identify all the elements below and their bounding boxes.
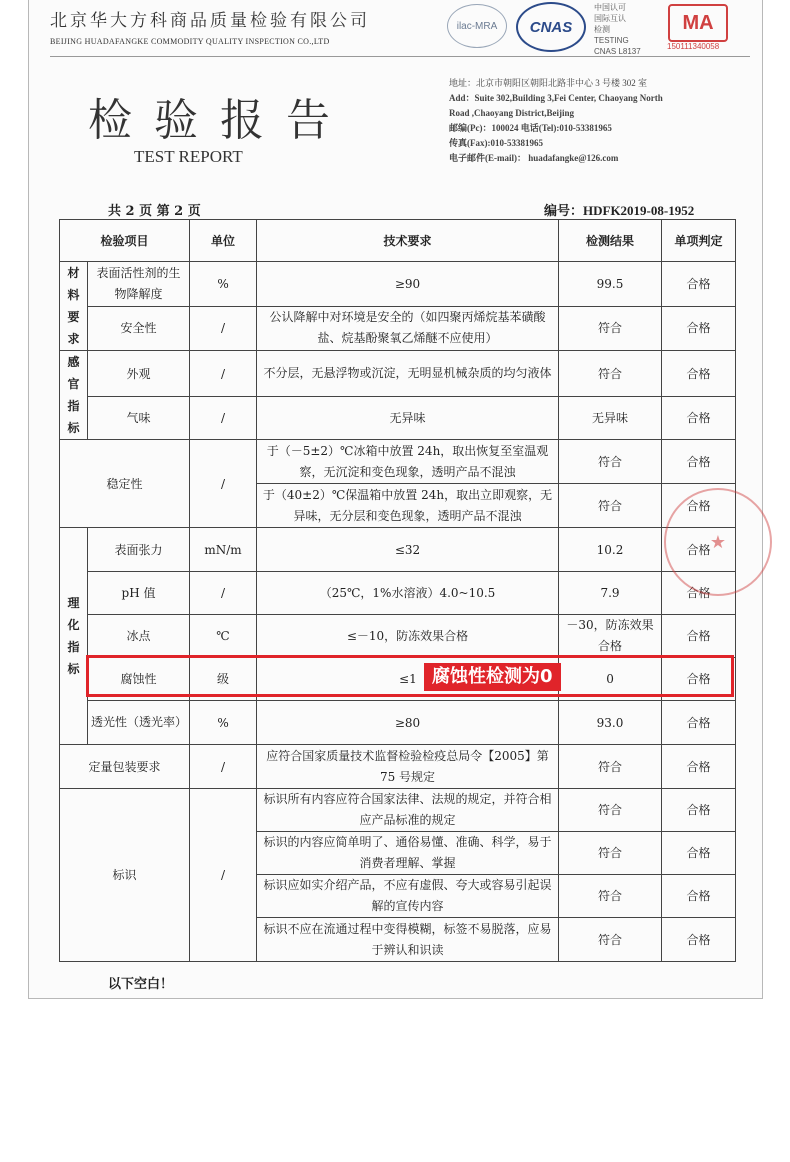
result-cell: 99.5 (559, 262, 662, 307)
requirement-cell: 于（40±2）℃保温箱中放置 24h，取出立即观察，无异味，无分层和变色现象，透明产品不混浊 (257, 484, 559, 528)
result-cell: 93.0 (559, 701, 662, 745)
cnas-accreditation-text (594, 2, 641, 57)
item-name: 定量包装要求 (60, 745, 190, 789)
verdict-cell: 合格 (662, 745, 736, 789)
cnas-line: TESTING (594, 36, 629, 45)
requirement-cell: 标识应如实介绍产品，不应有虚假、夸大或容易引起误解的宣传内容 (257, 875, 559, 918)
unit-cell: / (190, 351, 257, 397)
item-name: 冰点 (88, 615, 190, 658)
verdict-cell: 合格 (662, 658, 736, 701)
cma-logo-text: MA (682, 11, 714, 34)
result-cell: 符合 (559, 745, 662, 789)
item-name: 稳定性 (60, 440, 190, 528)
verdict-cell: 合格 (662, 615, 736, 658)
table-row (60, 351, 736, 397)
verdict-cell: 合格 (662, 832, 736, 875)
requirement-cell: 应符合国家质量技术监督检验检疫总局令【2005】第 75 号规定 (257, 745, 559, 789)
result-cell: 10.2 (559, 528, 662, 572)
group-material (60, 262, 88, 351)
lab-address (449, 76, 749, 166)
col-header-requirement: 技术要求 (257, 220, 559, 262)
group-label: 材 料 要 求 (67, 266, 80, 346)
ilac-logo-icon (447, 4, 507, 48)
group-physchem (60, 528, 88, 745)
address-line: Add：Suite 302,Building 3,Fei Center, Chaoyang North (449, 93, 663, 103)
verdict-cell: 合格 (662, 397, 736, 440)
requirement-cell: ≥80 (257, 701, 559, 745)
verdict-cell: 合格 (662, 918, 736, 962)
result-cell: 无异味 (559, 397, 662, 440)
item-name: 表面活性剂的生物降解度 (88, 262, 190, 307)
table-row (60, 572, 736, 615)
corrosion-highlight-box (86, 655, 734, 697)
item-name: pH 值 (88, 572, 190, 615)
unit-cell: mN/m (190, 528, 257, 572)
address-line: Road ,Chaoyang District,Beijing (449, 108, 575, 118)
unit-cell: / (190, 572, 257, 615)
table-row (60, 528, 736, 572)
cma-number: 150111340058 (667, 42, 720, 51)
report-title-cn: 检验报告 (88, 95, 352, 146)
requirement-cell: ≤1 (257, 658, 559, 701)
unit-cell: / (190, 397, 257, 440)
item-name: 外观 (88, 351, 190, 397)
verdict-cell: 合格 (662, 262, 736, 307)
requirement-cell: 标识所有内容应符合国家法律、法规的规定，并符合相应产品标准的规定 (257, 789, 559, 832)
result-cell: 符合 (559, 918, 662, 962)
address-line: 电子邮件(E-mail)： huadafangke@126.com (449, 153, 619, 163)
item-name: 安全性 (88, 306, 190, 351)
item-name: 透光性（透光率） (88, 701, 190, 745)
verdict-cell: 合格 (662, 528, 736, 572)
table-row (60, 615, 736, 658)
result-cell: 符合 (559, 832, 662, 875)
unit-cell: % (190, 701, 257, 745)
seal-star-icon: ★ (709, 531, 727, 553)
result-cell: 符合 (559, 789, 662, 832)
unit-cell: / (190, 745, 257, 789)
col-header-item: 检验项目 (60, 220, 190, 262)
requirement-cell: 标识不应在流通过程中变得模糊，标签不易脱落，应易于辨认和识读 (257, 918, 559, 962)
address-line: 传真(Fax):010-53381965 (449, 138, 543, 148)
verdict-cell: 合格 (662, 789, 736, 832)
ilac-logo-text: ilac-MRA (456, 20, 498, 32)
verdict-cell: 合格 (662, 306, 736, 351)
unit-cell: ℃ (190, 615, 257, 658)
cnas-logo-icon (516, 2, 586, 52)
table-row (60, 701, 736, 745)
unit-cell: 级 (190, 658, 257, 701)
cnas-line: 中国认可 (594, 3, 626, 12)
table-row (60, 440, 736, 484)
verdict-cell: 合格 (662, 572, 736, 615)
group-sensory (60, 351, 88, 440)
result-cell: －30，防冻效果合格 (559, 615, 662, 658)
address-line: 地址：北京市朝阳区朝阳北路非中心 3 号楼 302 室 (449, 78, 648, 88)
official-seal-stamp (664, 488, 772, 596)
result-cell: 符合 (559, 306, 662, 351)
item-name: 表面张力 (88, 528, 190, 572)
requirement-cell: 无异味 (257, 397, 559, 440)
requirement-cell: 公认降解中对环境是安全的（如四聚丙烯烷基苯磺酸盐、烷基酚聚氧乙烯醚不应使用） (257, 306, 559, 351)
cma-logo-icon (668, 4, 728, 42)
requirement-cell: 于（－5±2）℃冰箱中放置 24h，取出恢复至室温观察，无沉淀和变色现象，透明产品不混浊 (257, 440, 559, 484)
verdict-cell: 合格 (662, 701, 736, 745)
requirement-cell: （25℃，1%水溶液）4.0~10.5 (257, 572, 559, 615)
report-number: 编号：HDFK2019-08-1952 (544, 203, 695, 218)
unit-cell: % (190, 262, 257, 307)
requirement-cell: 标识的内容应简单明了、通俗易懂、准确、科学，易于消费者理解、掌握 (257, 832, 559, 875)
lab-name-cn: 北京华大方科商品质量检验有限公司 (50, 11, 370, 31)
col-header-result: 检测结果 (559, 220, 662, 262)
report-title-en: TEST REPORT (134, 147, 243, 166)
item-name: 腐蚀性 (88, 658, 190, 701)
corrosion-callout-label: 腐蚀性检测为0 (424, 663, 561, 691)
result-cell: 7.9 (559, 572, 662, 615)
address-line: 邮编(Pc)：100024 电话(Tel):010-53381965 (449, 123, 612, 133)
page-count: 共 2 页 第 2 页 (108, 204, 201, 219)
requirement-cell: ≤32 (257, 528, 559, 572)
unit-cell: / (190, 789, 257, 962)
blank-below-note: 以下空白！ (108, 977, 174, 992)
cnas-logo-text: CNAS (529, 18, 573, 36)
group-label: 理 化 指 标 (67, 596, 80, 676)
verdict-cell: 合格 (662, 351, 736, 397)
verdict-cell: 合格 (662, 484, 736, 528)
col-header-unit: 单位 (190, 220, 257, 262)
header-divider (50, 56, 750, 57)
table-row (60, 397, 736, 440)
results-table (59, 219, 736, 962)
cnas-line: 国际互认 (594, 14, 626, 23)
result-cell: 符合 (559, 351, 662, 397)
verdict-cell: 合格 (662, 875, 736, 918)
table-row (60, 306, 736, 351)
table-row (60, 745, 736, 789)
result-cell: 0 (559, 658, 662, 701)
table-row (60, 789, 736, 832)
cnas-line: CNAS L8137 (594, 47, 641, 56)
group-label: 感 官 指 标 (67, 355, 80, 435)
verdict-cell: 合格 (662, 440, 736, 484)
result-cell: 符合 (559, 440, 662, 484)
unit-cell: / (190, 440, 257, 528)
requirement-cell: ≤－10，防冻效果合格 (257, 615, 559, 658)
result-cell: 符合 (559, 484, 662, 528)
lab-name-en: BEIJING HUADAFANGKE COMMODITY QUALITY INSPECTION CO.,LTD (50, 37, 330, 46)
requirement-cell: ≥90 (257, 262, 559, 307)
cnas-line: 检测 (594, 25, 610, 34)
item-name: 气味 (88, 397, 190, 440)
col-header-verdict: 单项判定 (662, 220, 736, 262)
table-row (60, 262, 736, 307)
table-header-row (60, 220, 736, 262)
result-cell: 符合 (559, 875, 662, 918)
requirement-cell: 不分层，无悬浮物或沉淀，无明显机械杂质的均匀液体 (257, 351, 559, 397)
unit-cell: / (190, 306, 257, 351)
item-name: 标识 (60, 789, 190, 962)
